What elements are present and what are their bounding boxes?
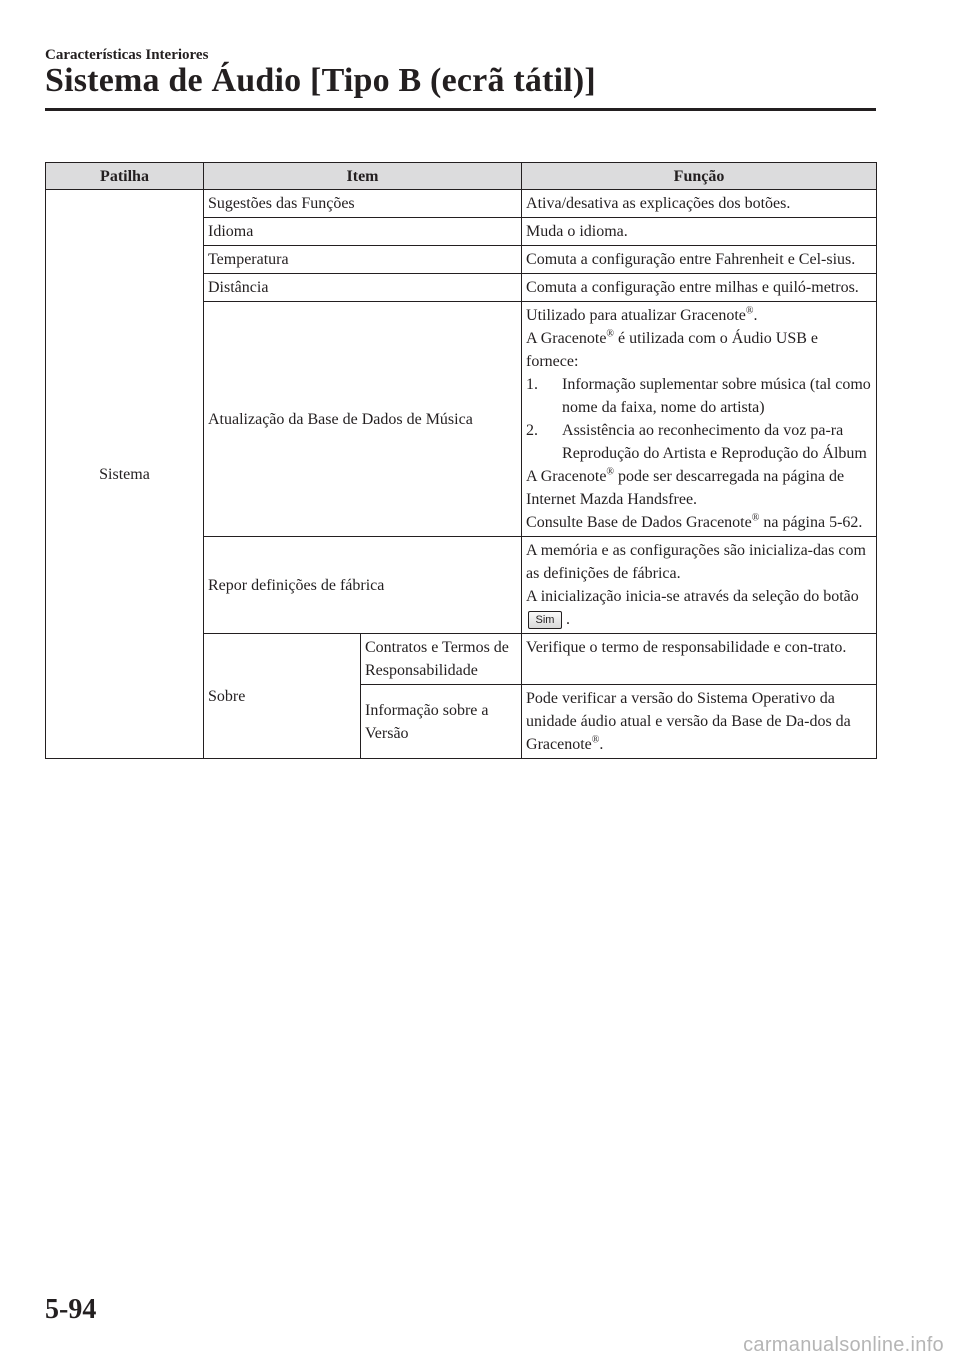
function-cell (522, 537, 877, 634)
function-cell: Comuta a configuração entre Fahrenheit e Cel-sius. (522, 246, 877, 274)
item-cell: Temperatura (204, 246, 522, 274)
watermark: carmanualsonline.info (743, 1334, 944, 1356)
item-cell: Sobre (204, 634, 361, 759)
header-tab: Patilha (46, 163, 204, 190)
section-label: Características Interiores (45, 47, 209, 63)
table-header-row (46, 163, 877, 190)
registered-mark: ® (606, 466, 615, 478)
header-item: Item (204, 163, 522, 190)
registered-mark: ® (606, 328, 615, 340)
tab-cell-sistema: Sistema (46, 190, 204, 759)
function-line: A Gracenote® pode ser descarregada na página de Internet Mazda Handsfree. (526, 466, 845, 508)
subitem-cell: Informação sobre a Versão (361, 685, 522, 759)
function-line: A inicialização inicia-se através da seleção do botão Sim . (526, 588, 859, 628)
numbered-item: 1. Informação suplementar sobre música (tal como nome da faixa, nome do artista) (526, 376, 871, 416)
item-cell: Atualização da Base de Dados de Música (204, 302, 522, 537)
registered-mark: ® (751, 512, 760, 524)
item-cell: Idioma (204, 218, 522, 246)
function-cell (522, 302, 877, 537)
function-cell: Muda o idioma. (522, 218, 877, 246)
function-cell: Pode verificar a versão do Sistema Operativo da unidade áudio atual e versão da Base de Da-dos da Gracenote®. (522, 685, 877, 759)
numbered-item: 2. Assistência ao reconhecimento da voz pa-ra Reprodução do Artista e Reprodução do Álbum (526, 422, 867, 462)
registered-mark: ® (591, 734, 600, 746)
item-cell: Repor definições de fábrica (204, 537, 522, 634)
item-cell: Sugestões das Funções (204, 190, 522, 218)
settings-table (45, 162, 877, 759)
registered-mark: ® (745, 305, 754, 317)
function-line: Consulte Base de Dados Gracenote® na página 5-62. (526, 512, 863, 531)
title-rule (45, 108, 876, 111)
function-line: A memória e as configurações são inicializa-das com as definições de fábrica. (526, 542, 866, 582)
function-cell: Verifique o termo de responsabilidade e con-trato. (522, 634, 877, 685)
table-row (46, 190, 877, 218)
sim-button-icon: Sim (528, 611, 562, 629)
header-function: Função (522, 163, 877, 190)
page-title: Sistema de Áudio [Tipo B (ecrã tátil)] (45, 62, 596, 99)
function-line: Utilizado para atualizar Gracenote®. (526, 305, 758, 324)
function-line: A Gracenote® é utilizada com o Áudio USB e fornece: (526, 328, 818, 370)
function-cell: Ativa/desativa as explicações dos botões. (522, 190, 877, 218)
subitem-cell: Contratos e Termos de Responsabilidade (361, 634, 522, 685)
page-number: 5-94 (45, 1294, 97, 1325)
item-cell: Distância (204, 274, 522, 302)
function-cell: Comuta a configuração entre milhas e quiló-metros. (522, 274, 877, 302)
